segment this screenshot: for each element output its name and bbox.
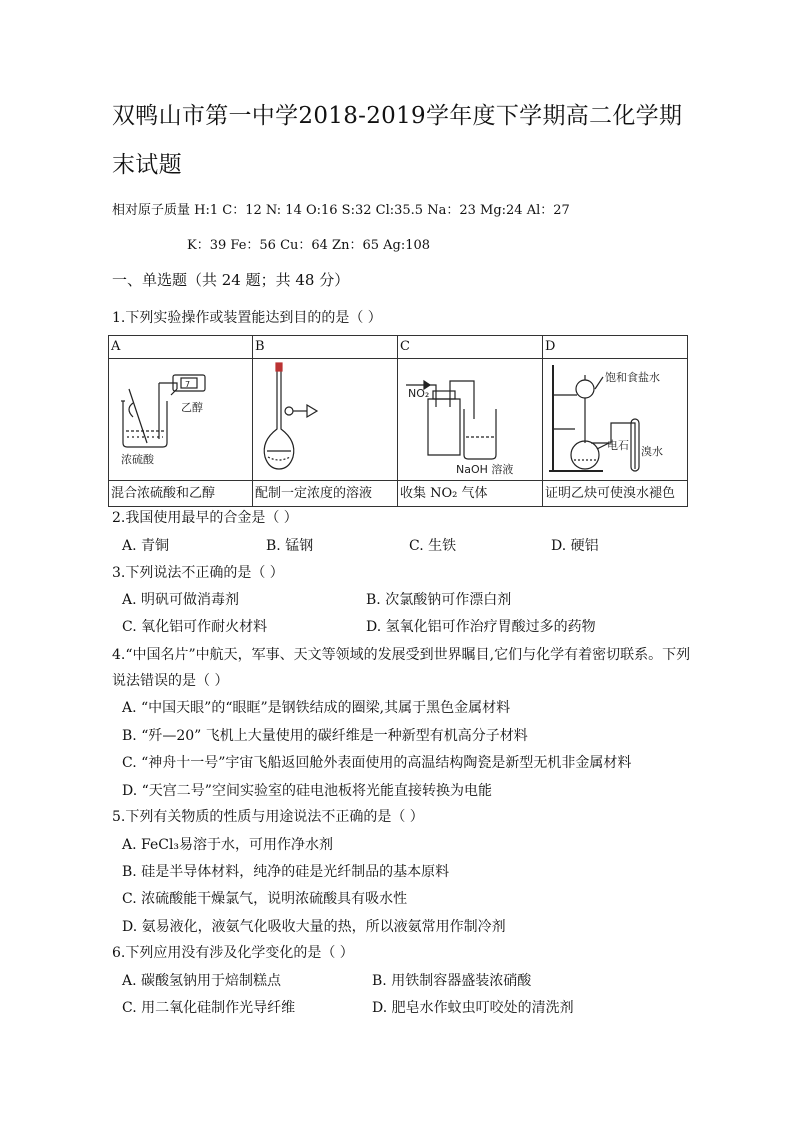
q5-stem: 5.下列有关物质的性质与用途说法不正确的是（ ） — [112, 809, 424, 825]
q2-option-a: A. 青铜 — [122, 538, 170, 554]
q5-option-b: B. 硅是半导体材料，纯净的硅是光纤制品的基本原料 — [122, 864, 450, 880]
q1-apparatus-table — [108, 335, 688, 507]
q1-caption-a: 混合浓硫酸和乙醇 — [109, 481, 253, 507]
d-carbide-label: 电石 — [607, 439, 629, 452]
page-title-line2: 末试题 — [112, 152, 182, 178]
q4-stem-line2: 说法错误的是（ ） — [112, 673, 229, 689]
q1-header-c: C — [398, 336, 543, 359]
q6-option-b: B. 用铁制容器盛装浓硝酸 — [372, 973, 532, 989]
a-ethanol-label: 乙醇 — [181, 401, 203, 414]
q1-header-a: A — [109, 336, 253, 359]
q3-option-b: B. 次氯酸钠可作漂白剂 — [366, 592, 512, 608]
d-bromine-label: 溴水 — [641, 445, 663, 458]
q1-caption-b: 配制一定浓度的溶液 — [253, 481, 398, 507]
q6-option-c: C. 用二氧化硅制作光导纤维 — [122, 1000, 296, 1016]
q4-option-b: B. “歼—20” 飞机上大量使用的碳纤维是一种新型有机高分子材料 — [122, 728, 528, 744]
q1-header-b: B — [253, 336, 398, 359]
q2-option-b: B. 锰钢 — [266, 538, 314, 554]
c-naoh-label: NaOH 溶液 — [456, 463, 514, 476]
q1-figure-a — [109, 359, 253, 481]
q1-caption-d: 证明乙炔可使溴水褪色 — [543, 481, 688, 507]
q4-option-a: A. “中国天眼”的“眼眶”是钢铁结成的圈梁,其属于黑色金属材料 — [122, 700, 511, 716]
mixing-apparatus-figure — [111, 359, 253, 476]
q3-option-a: A. 明矾可做消毒剂 — [122, 592, 240, 608]
a-acid-label: 浓硫酸 — [121, 453, 154, 466]
volumetric-flask-figure — [255, 359, 398, 476]
svg-text:7: 7 — [185, 380, 191, 389]
q5-option-a: A. FeCl₃易溶于水，可用作净水剂 — [122, 837, 334, 853]
q4-stem-line1: 4.“中国名片”中航天，军事、天文等领域的发展受到世界瞩目,它们与化学有着密切联系。下列 — [112, 647, 691, 663]
q6-option-d: D. 肥皂水作蚊虫叮咬处的清洗剂 — [372, 1000, 574, 1016]
q6-stem: 6.下列应用没有涉及化学变化的是（ ） — [112, 945, 354, 961]
q1-caption-c: 收集 NO₂ 气体 — [398, 481, 543, 507]
q2-stem: 2.我国使用最早的合金是（ ） — [112, 510, 298, 526]
q5-option-c: C. 浓硫酸能干燥氯气，说明浓硫酸具有吸水性 — [122, 891, 408, 907]
q1-stem: 1.下列实验操作或装置能达到目的的是（ ） — [112, 310, 382, 326]
q3-option-d: D. 氢氧化铝可作治疗胃酸过多的药物 — [366, 619, 596, 635]
page-title-line1: 双鸭山市第一中学2018-2019学年度下学期高二化学期 — [112, 103, 683, 129]
q1-header-d: D — [543, 336, 688, 359]
q3-option-c: C. 氧化铝可作耐火材料 — [122, 619, 268, 635]
q3-stem: 3.下列说法不正确的是（ ） — [112, 565, 284, 581]
q1-figure-d — [543, 359, 688, 481]
atomic-masses-line1: 相对原子质量 H:1 C：12 N: 14 O:16 S:32 Cl:35.5 Na：23 Mg:24 Al：27 — [112, 203, 570, 218]
q4-option-d: D. “天宫二号”空间实验室的硅电池板将光能直接转换为电能 — [122, 783, 492, 799]
q1-figure-c — [398, 359, 543, 481]
gas-collection-figure — [400, 359, 543, 476]
acetylene-apparatus-figure — [545, 359, 688, 476]
q2-option-c: C. 生铁 — [409, 538, 457, 554]
q2-option-d: D. 硬铝 — [551, 538, 599, 554]
section-heading: 一、单选题（共 24 题；共 48 分） — [112, 271, 350, 289]
q5-option-d: D. 氨易液化，液氨气化吸收大量的热，所以液氨常用作制冷剂 — [122, 919, 506, 935]
q4-option-c: C. “神舟十一号”宇宙飞船返回舱外表面使用的高温结构陶瓷是新型无机非金属材料 — [122, 755, 632, 771]
q1-figure-b — [253, 359, 398, 481]
atomic-masses-line2: K：39 Fe：56 Cu：64 Zn：65 Ag:108 — [187, 238, 431, 253]
d-brine-label: 饱和食盐水 — [605, 371, 660, 384]
q6-option-a: A. 碳酸氢钠用于焙制糕点 — [122, 973, 282, 989]
c-no2-label: NO₂ — [408, 387, 430, 400]
